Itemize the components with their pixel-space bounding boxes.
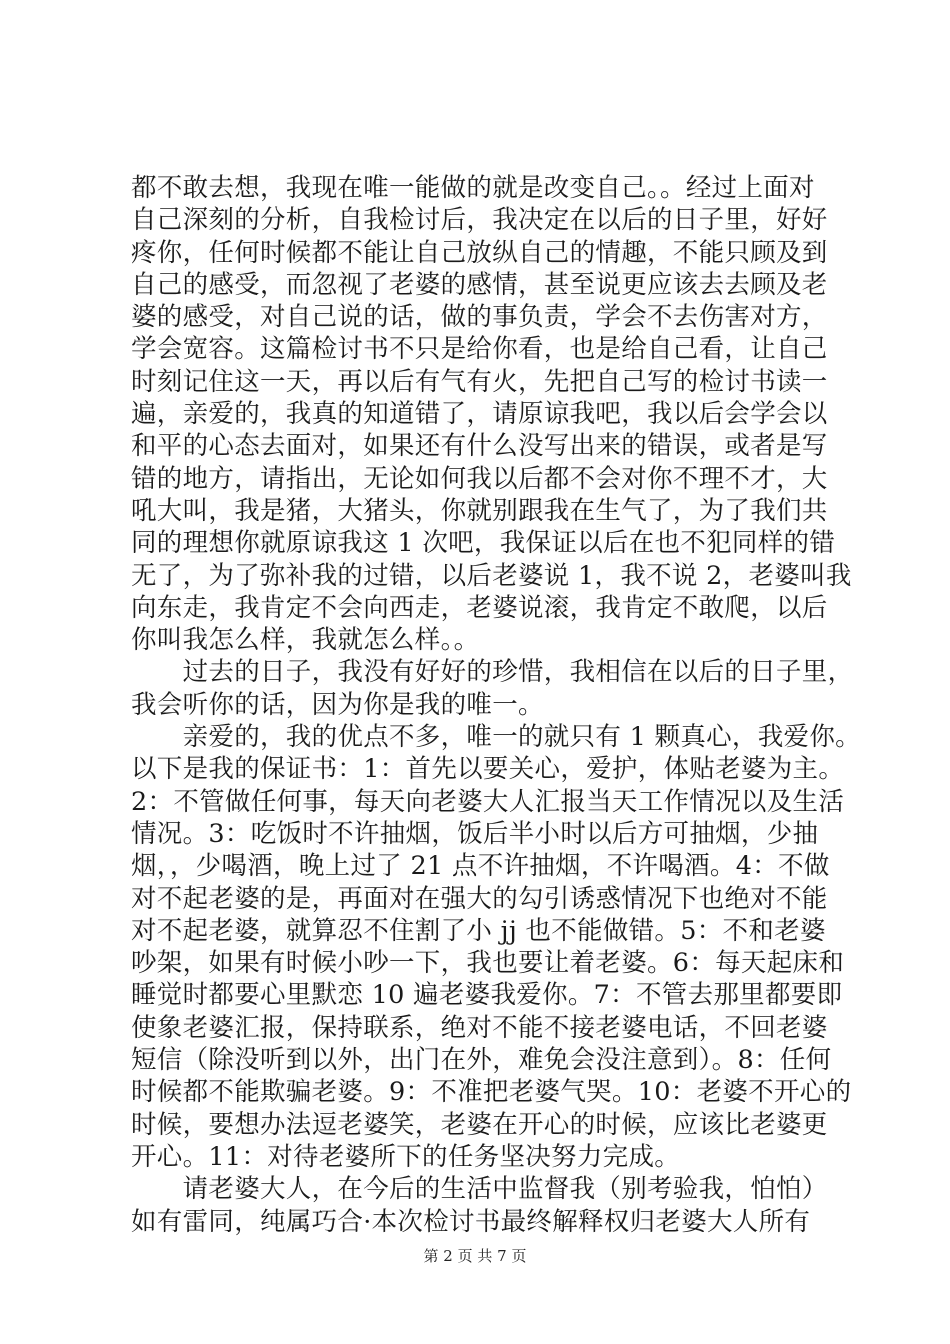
text-line: 过去的日子，我没有好好的珍惜，我相信在以后的日子里， [131,657,854,688]
text-line: 吵架，如果有时候小吵一下，我也要让着老婆。6：每天起床和 [131,948,845,979]
text-line: 自己的感受，而忽视了老婆的感情，甚至说更应该去去顾及老 [131,269,828,300]
text-line: 烟，，少喝酒，晚上过了 21 点不许抽烟，不许喝酒。4：不做 [131,851,830,882]
text-line: 疼你，任何时候都不能让自己放纵自己的情趣，不能只顾及到 [131,237,828,268]
text-line: 短信（除没听到以外，出门在外，难免会没注意到）。8：任何 [131,1045,832,1076]
text-line: 以下是我的保证书：1：首先以要关心，爱护，体贴老婆为主。 [131,754,845,785]
text-line: 对不起老婆，就算忍不住割了小 jj 也不能做错。5：不和老婆 [131,915,826,946]
text-line: 时候都不能欺骗老婆。9：不准把老婆气哭。10：老婆不开心的 [131,1077,852,1108]
text-line: 你叫我怎么样，我就怎么样。。 [131,625,480,656]
text-line: 遍，亲爱的，我真的知道错了，请原谅我吧，我以后会学会以 [131,399,828,430]
text-line: 学会宽容。这篇检讨书不只是给你看，也是给自己看，让自己 [131,334,828,365]
text-line: 开心。11：对待老婆所下的任务坚决努力完成。 [131,1141,681,1172]
text-line: 使象老婆汇报，保持联系，绝对不能不接老婆电话，不回老婆 [131,1012,828,1043]
text-line: 2：不管做任何事，每天向老婆大人汇报当天工作情况以及生活 [131,786,845,817]
text-line: 吼大叫，我是猪，大猪头，你就别跟我在生气了，为了我们共 [131,495,828,526]
text-line: 对不起老婆的是，再面对在强大的勾引诱惑情况下也绝对不能 [131,883,828,914]
text-line: 睡觉时都要心里默恋 10 遍老婆我爱你。7：不管去那里都要即 [131,980,843,1011]
text-line: 和平的心态去面对，如果还有什么没写出来的错误，或者是写 [131,431,828,462]
text-line: 情况。3：吃饭时不许抽烟，饭后半小时以后方可抽烟，少抽 [131,818,819,849]
text-line: 同的理想你就原谅我这 1 次吧，我保证以后在也不犯同样的错 [131,528,836,559]
text-line: 婆的感受，对自己说的话，做的事负责，学会不去伤害对方， [131,302,828,333]
text-line: 无了，为了弥补我的过错，以后老婆说 1，我不说 2，老婆叫我 [131,560,852,591]
text-line: 请老婆大人，在今后的生活中监督我（别考验我，怕怕） [131,1174,828,1205]
text-line: 时候，要想办法逗老婆笑，老婆在开心的时候，应该比老婆更 [131,1109,828,1140]
text-line: 向东走，我肯定不会向西走，老婆说滚，我肯定不敢爬，以后 [131,592,828,623]
text-line: 我会听你的话，因为你是我的唯一。 [131,689,544,720]
text-line: 都不敢去想，我现在唯一能做的就是改变自己。。经过上面对 [131,173,815,203]
text-line: 自己深刻的分析，自我检讨后，我决定在以后的日子里，好好 [131,205,828,236]
document-body [131,172,861,1238]
text-line: 如有雷同，纯属巧合·本次检讨书最终解释权归老婆大人所有 [131,1206,811,1237]
page-number-footer: 第 2 页 共 7 页 [423,1247,527,1265]
text-line: 时刻记住这一天，再以后有气有火，先把自己写的检讨书读一 [131,366,828,397]
text-line: 亲爱的，我的优点不多，唯一的就只有 1 颗真心，我爱你。 [131,722,861,753]
text-line: 错的地方，请指出，无论如何我以后都不会对你不理不才，大 [131,463,828,494]
